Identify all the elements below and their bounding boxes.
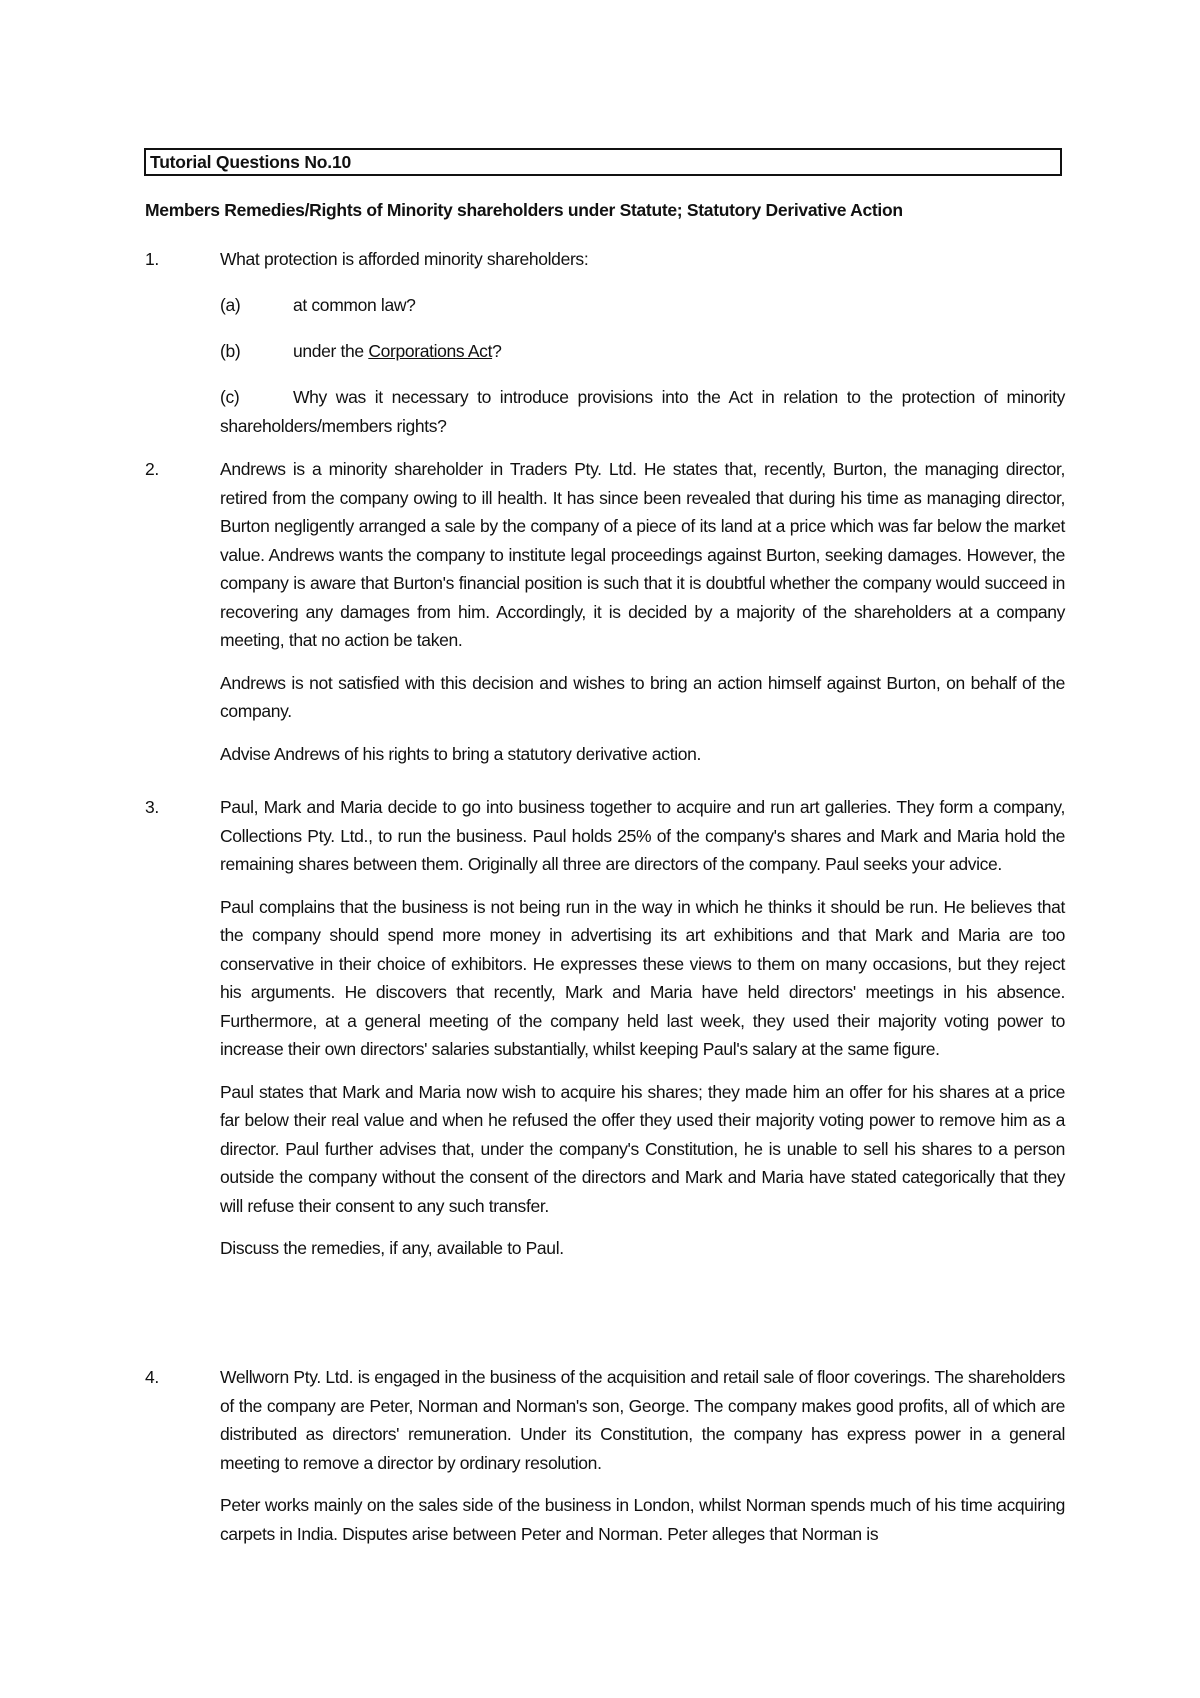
tutorial-title: Tutorial Questions No.10 bbox=[144, 148, 1062, 176]
question-1-part-a bbox=[220, 291, 1065, 320]
question-paragraph: Advise Andrews of his rights to bring a statutory derivative action. bbox=[220, 743, 702, 764]
question-paragraph: Andrews is not satisfied with this decision and wishes to bring an action himself against Burton, on behalf of the company. bbox=[220, 672, 1065, 721]
question-1 bbox=[145, 245, 1065, 274]
question-paragraph: Discuss the remedies, if any, available to Paul. bbox=[220, 1238, 564, 1258]
section-subtitle: Members Remedies/Rights of Minority shareholders under Statute; Statutory Derivative Action bbox=[145, 200, 903, 220]
question-3 bbox=[145, 793, 1065, 1277]
part-text: Why was it necessary to introduce provisions into the Act in relation to the protection of minority shareholders/members rights? bbox=[220, 387, 1065, 436]
question-paragraph: Paul complains that the business is not being run in the way in which he thinks it should be run. He believes that the company should spend more money in advertising its art exhibitions and that Mark and Maria are too conservative in their choice of exhibitors. He expresses these views to them on many occasions, but they reject his arguments. He discovers that recently, Mark and Maria have held directors' meetings in his absence. Furthermore, at a general meeting of the company held last week, they used their majority voting power to increase their own directors' salaries substantially, whilst keeping Paul's salary at the same figure. bbox=[220, 896, 1065, 1059]
question-paragraph: Paul states that Mark and Maria now wish to acquire his shares; they made him an offer for his shares at a price far below their real value and when he refused the offer they used their majority voting power to remove him as a director. Paul further advises that, under the company's Constitution, he is unable to sell his shares to a person outside the company without the consent of the directors and Mark and Maria have stated categorically that they will refuse their consent to any such transfer. bbox=[220, 1081, 1065, 1216]
question-4 bbox=[145, 1363, 1065, 1562]
question-number: 4. bbox=[145, 1367, 159, 1387]
question-1-part-b bbox=[220, 337, 1065, 366]
question-1-part-c bbox=[220, 383, 1065, 440]
part-label: (a) bbox=[220, 295, 241, 315]
question-paragraph: Peter works mainly on the sales side of the business in London, whilst Norman spends much of his time acquiring carpets in India. Disputes arise between Peter and Norman. Peter alleges that Norman is bbox=[220, 1495, 1065, 1544]
question-paragraph: Paul, Mark and Maria decide to go into business together to acquire and run art galleries. They form a company, Collections Pty. Ltd., to run the business. Paul holds 25% of the company's shares and Mark and Maria hold the remaining shares between them. Originally all three are directors of the company. Paul seeks your advice. bbox=[220, 797, 1065, 874]
part-text-post: ? bbox=[492, 341, 502, 361]
part-label: (c) bbox=[220, 387, 240, 407]
question-2 bbox=[145, 455, 1065, 782]
question-paragraph: Andrews is a minority shareholder in Traders Pty. Ltd. He states that, recently, Burton, the managing director, retired from the company owing to ill health. It has since been revealed that during his time as managing director, Burton negligently arranged a sale by the company of a piece of its land at a price which was far below the market value. Andrews wants the company to institute legal proceedings against Burton, seeking damages. However, the company is aware that Burton's financial position is such that it is doubtful whether the company would succeed in recovering any damages from him. Accordingly, it is decided by a majority of the shareholders at a company meeting, that no action be taken. bbox=[220, 459, 1065, 650]
part-label: (b) bbox=[220, 341, 241, 361]
part-text: at common law? bbox=[293, 295, 416, 315]
question-number: 3. bbox=[145, 797, 159, 817]
corporations-act-reference: Corporations Act bbox=[368, 341, 493, 361]
question-number: 2. bbox=[145, 459, 159, 479]
question-text: What protection is afforded minority shareholders: bbox=[220, 249, 589, 269]
part-text-pre: under the bbox=[293, 341, 369, 361]
question-paragraph: Wellworn Pty. Ltd. is engaged in the business of the acquisition and retail sale of floor coverings. The shareholders of the company are Peter, Norman and Norman's son, George. The company makes good profits, all of which are distributed as directors' remuneration. Under its Constitution, the company has express power in a general meeting to remove a director by ordinary resolution. bbox=[220, 1367, 1065, 1473]
question-number: 1. bbox=[145, 249, 159, 269]
